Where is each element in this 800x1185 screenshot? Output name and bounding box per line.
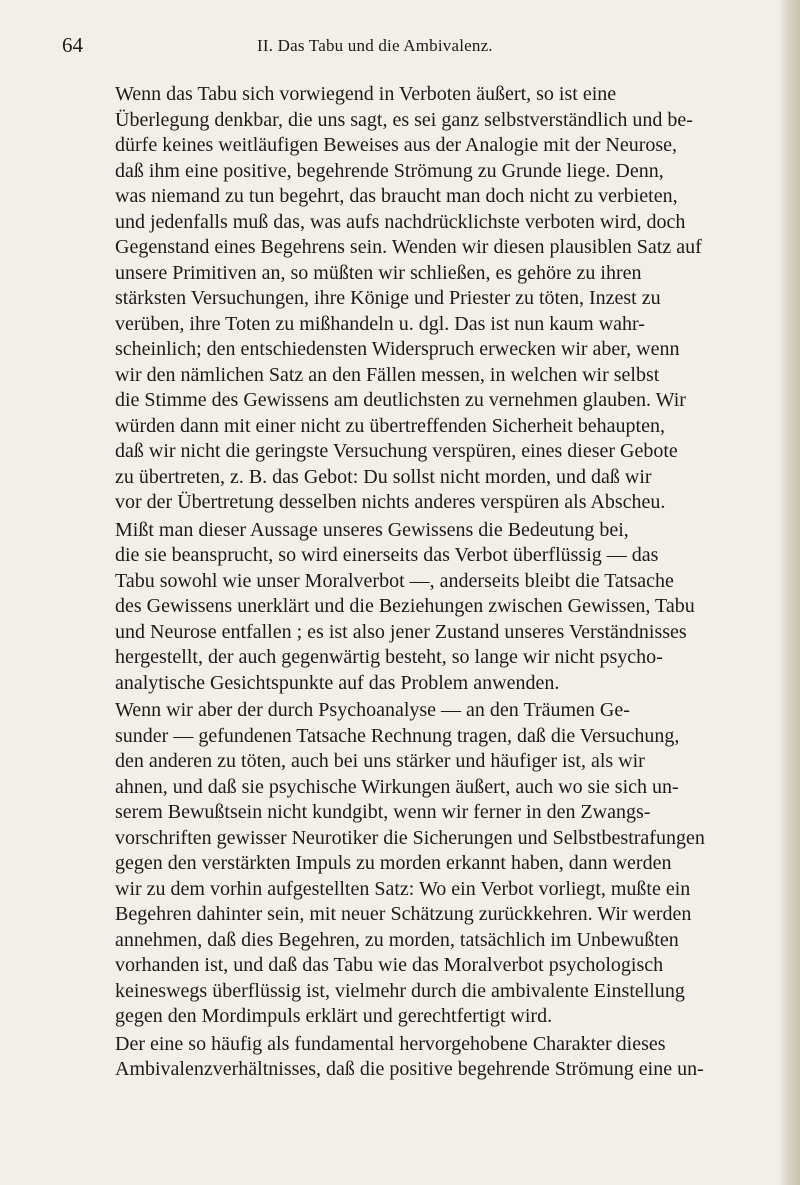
- text-line: Begehren dahinter sein, mit neuer Schätzung zurückkehren. Wir werden: [115, 903, 692, 925]
- text-line: dürfe keines weitläufigen Beweises aus der Analogie mit der Neurose,: [115, 134, 678, 156]
- text-line: wir zu dem vorhin aufgestellten Satz: Wo ein Verbot vorliegt, mußte ein: [115, 877, 691, 900]
- text-line: vorschriften gewisser Neurotiker die Sicherungen und Selbstbestrafungen: [115, 826, 705, 849]
- running-title: II. Das Tabu und die Ambivalenz.: [257, 36, 493, 55]
- text-line: zu übertreten, z. B. das Gebot: Du sollst nicht morden, und daß wir: [115, 465, 652, 488]
- text-line: analytische Gesichtspunkte auf das Problem anwenden.: [115, 671, 560, 694]
- text-line: vor der Übertretung desselben nichts anderes verspüren als Abscheu.: [115, 491, 666, 513]
- text-line: unsere Primitiven an, so müßten wir schließen, es gehöre zu ihren: [115, 261, 642, 284]
- text-line: gegen den verstärkten Impuls zu morden erkannt haben, dann werden: [115, 852, 672, 874]
- text-line: Ambivalenzverhältnisses, daß die positive begehrende Strömung eine un-: [115, 1058, 704, 1080]
- text-line: serem Bewußtsein nicht kundgibt, wenn wir ferner in den Zwangs-: [115, 801, 651, 823]
- text-line: gegen den Mordimpuls erklärt und gerechtfertigt wird.: [115, 1005, 553, 1027]
- text-line: Der eine so häufig als fundamental hervorgehobene Charakter dieses: [115, 1032, 666, 1055]
- text-line: stärksten Versuchungen, ihre Könige und Priester zu töten, Inzest zu: [115, 287, 661, 309]
- text-line: und jedenfalls muß das, was aufs nachdrücklichste verboten wird, doch: [115, 210, 686, 233]
- text-line: des Gewissens unerklärt und die Beziehungen zwischen Gewissen, Tabu: [115, 595, 695, 617]
- body-text: [80, 82, 758, 1083]
- text-line: und Neurose entfallen ; es ist also jener Zustand unseres Verständnisses: [115, 620, 687, 643]
- text-line: scheinlich; den entschiedensten Widerspruch erwecken wir aber, wenn: [115, 338, 680, 360]
- paragraph-3: [80, 698, 758, 1030]
- text-line: Wenn wir aber der durch Psychoanalyse — an den Träumen Ge-: [115, 699, 630, 721]
- text-line: vorhanden ist, und daß das Tabu wie das Moralverbot psychologisch: [115, 954, 664, 976]
- text-line: Mißt man dieser Aussage unseres Gewissens die Bedeutung bei,: [115, 518, 629, 541]
- text-line: verüben, ihre Toten zu mißhandeln u. dgl. Das ist nun kaum wahr-: [115, 312, 645, 335]
- text-line: Überlegung denkbar, die uns sagt, es sei ganz selbstverständlich und be-: [115, 108, 693, 131]
- text-line: daß wir nicht die geringste Versuchung verspüren, eines dieser Gebote: [115, 440, 678, 462]
- text-line: würden dann mit einer nicht zu übertreffenden Sicherheit behaupten,: [115, 414, 665, 437]
- text-line: daß ihm eine positive, begehrende Strömung zu Grunde liege. Denn,: [115, 159, 664, 182]
- paragraph-1: [80, 82, 758, 516]
- text-line: hergestellt, der auch gegenwärtig besteht, so lange wir nicht psycho-: [115, 646, 663, 668]
- text-line: annehmen, daß dies Begehren, zu morden, tatsächlich im Unbewußten: [115, 928, 679, 951]
- text-line: was niemand zu tun begehrt, das braucht man doch nicht zu verbieten,: [115, 185, 678, 207]
- text-line: Tabu sowohl wie unser Moralverbot —, anderseits bleibt die Tatsache: [115, 569, 674, 592]
- page-header: [62, 33, 762, 63]
- page-number: 64: [62, 33, 83, 57]
- text-line: keineswegs überflüssig ist, vielmehr durch die ambivalente Einstellung: [115, 979, 685, 1002]
- paragraph-2: [80, 518, 758, 697]
- text-line: sunder — gefundenen Tatsache Rechnung tragen, daß die Versuchung,: [115, 724, 680, 747]
- page-edge-shadow: [778, 0, 800, 1185]
- text-line: Wenn das Tabu sich vorwiegend in Verboten äußert, so ist eine: [115, 83, 617, 105]
- text-line: ahnen, und daß sie psychische Wirkungen äußert, auch wo sie sich un-: [115, 775, 679, 798]
- text-line: die sie beansprucht, so wird einerseits das Verbot überflüssig — das: [115, 544, 659, 566]
- text-line: den anderen zu töten, auch bei uns stärker und häufiger ist, als wir: [115, 750, 645, 772]
- paragraph-4: [80, 1032, 758, 1083]
- text-line: die Stimme des Gewissens am deutlichsten zu vernehmen glauben. Wir: [115, 389, 686, 411]
- text-line: Gegenstand eines Begehrens sein. Wenden wir diesen plausiblen Satz auf: [115, 236, 702, 258]
- text-line: wir den nämlichen Satz an den Fällen messen, in welchen wir selbst: [115, 363, 660, 386]
